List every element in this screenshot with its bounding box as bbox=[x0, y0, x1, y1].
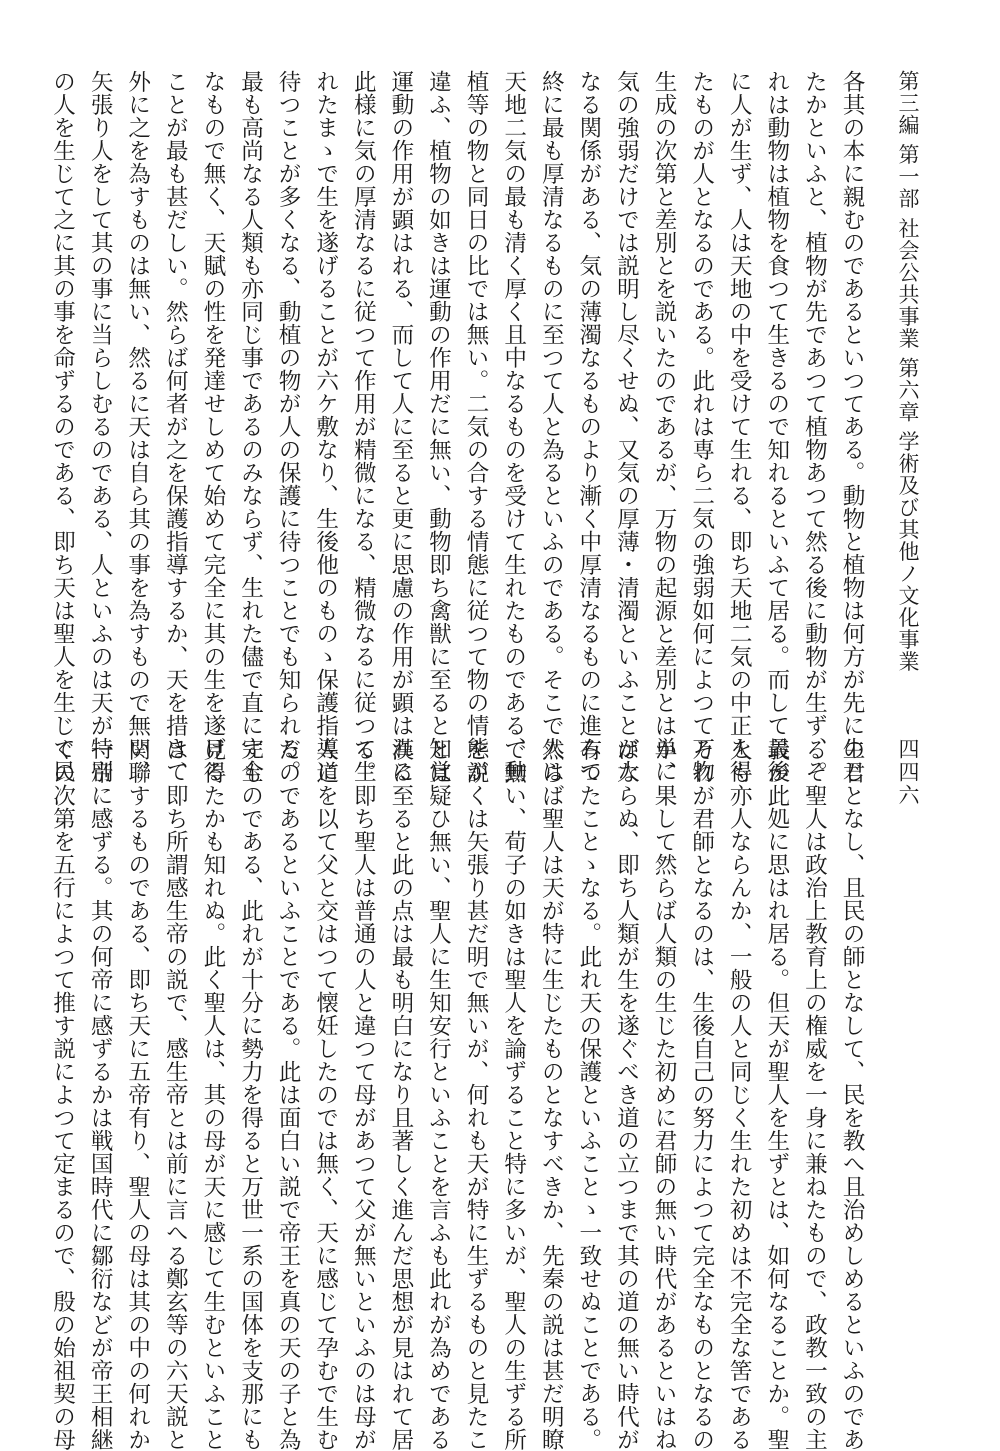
text-line: ばならぬ、即ち人類が生を遂ぐべき道の立つまで其の道の無い時代が bbox=[613, 738, 640, 1451]
text-line: 外に之を為すものは無い、然るに天は自ら其の事を為すもので無い、 bbox=[124, 70, 151, 783]
text-block-upper bbox=[49, 70, 870, 783]
text-line: 運動の作用が顕はれる、而して人に至ると更に思慮の作用が顕はれる bbox=[387, 70, 414, 783]
text-line: ことが最も甚だしい。然らば何者が之を保護指導するか、天を措きて bbox=[162, 70, 189, 783]
header-section-title: 社会公共事業 bbox=[896, 217, 920, 350]
text-line: 然らば聖人は天が特に生じたものとなすべきか、先秦の説は甚だ明瞭 bbox=[538, 738, 565, 1451]
text-line: 終に最も厚清なるものに至つて人と為るといふのである。そこで人は bbox=[538, 70, 565, 783]
text-line: 待つことが多くなる、動植の物が人の保護に待つことでも知られる。 bbox=[275, 70, 302, 783]
text-line: は、即ち所謂感生帝の説で、感生帝とは前に言へる鄭玄等の六天説と bbox=[162, 738, 189, 1451]
text-line: 義が此処に思はれ居る。但天が聖人を生ずとは、如何なることか。聖 bbox=[763, 738, 790, 1451]
text-line: たかといふと、植物が先であつて植物あつて然る後に動物が生ず、そ bbox=[801, 70, 828, 783]
text-line: それが君師となるのは、生後自己の努力によつて完全なものとなるの bbox=[688, 738, 715, 1451]
text-line: たものが人となるのである。此れは専ら二気の強弱如何によつて万物 bbox=[688, 70, 715, 783]
text-line: なもので無く、天賦の性を発達せしめて始めて完全に其の生を遂げる bbox=[199, 70, 226, 783]
text-line: 各其の本に親むのであるといつてある。動物と植物は何方が先に生じ bbox=[839, 70, 865, 783]
text-line: 見得たかも知れぬ。此く聖人は、其の母が天に感じて生むといふこと bbox=[199, 738, 226, 1451]
text-line: 此様に気の厚清なるに従つて作用が精微になる、精微なるに従つて生 bbox=[350, 70, 377, 783]
text-line: 矢張り人をして其の事に当らしむるのである、人といふのは天が特別 bbox=[87, 70, 114, 783]
text-block-lower bbox=[49, 738, 870, 1451]
text-line: 一帝に感ずる。其の何帝に感ずるかは戦国時代に鄒衍などが帝王相継 bbox=[87, 738, 114, 1451]
text-line: 植等の物と同日の比では無い。二気の合する情態に従つて物の情態が bbox=[463, 70, 490, 783]
text-line: 漢に至ると此の点は最も明白になり且著しく進んだ思想が見はれて居 bbox=[387, 738, 414, 1451]
text-line: に人が生ず、人は天地の中を受けて生れる、即ち天地二気の中正を得 bbox=[726, 70, 753, 783]
text-line: 関聯するものである、即ち天に五帝有り、聖人の母は其の中の何れか bbox=[124, 738, 151, 1451]
text-line: れは動物は植物を食つて生きるので知れるといふて居る。而して最後 bbox=[763, 70, 790, 783]
text-line: る。聖人は政治上教育上の権威を一身に兼ねたもので、政教一致の主 bbox=[801, 738, 828, 1451]
text-line: 人道を以て父と交はつて懐妊したのでは無く、天に感じて孕むで生む bbox=[312, 738, 339, 1451]
text-line: 気の強弱だけでは説明し尽くせぬ、又気の厚薄・清濁といふことが大 bbox=[613, 70, 640, 783]
text-line: の人を生じて之に其の事を命ずるのである、即ち天は聖人を生じて民 bbox=[49, 70, 76, 783]
header-chapter: 第六章 bbox=[896, 357, 920, 424]
text-line: の君となし、且民の師となして、民を教へ且治めしめるといふのであ bbox=[839, 738, 865, 1451]
text-line: 最も高尚なる人類も亦同じ事であるのみならず、生れた儘で直に完全 bbox=[237, 70, 264, 783]
text-line: ぐの次第を五行によつて推す説によつて定まるので、殷の始祖契の母 bbox=[49, 738, 76, 1451]
text-line: 人も亦人ならんか、一般の人と同じく生れた初めは不完全な筈である bbox=[726, 738, 753, 1451]
text-line: だのであるといふことである。此は面白い説で帝王を真の天の子と為 bbox=[275, 738, 302, 1451]
text-line: とは疑ひ無い、聖人に生知安行といふことを言ふも此れが為めである bbox=[425, 738, 452, 1451]
text-line: を説くは矢張り甚だ明で無いが、何れも天が特に生ずるものと見たこ bbox=[463, 738, 490, 1451]
text-line: か、果して然らば人類の生じた初めに君師の無い時代があるといはね bbox=[651, 738, 678, 1451]
text-line: すものである、此れが十分に勢力を得ると万世一系の国体を支那にも bbox=[237, 738, 264, 1451]
page-number: 四四六 bbox=[896, 738, 920, 807]
running-header bbox=[888, 70, 928, 710]
text-line: れたまゝで生を遂げることが六ケ敷なり、生後他のものゝ保護指導に bbox=[312, 70, 339, 783]
text-line: 生成の次第と差別とを説いたのであるが、万物の起源と差別とは単に bbox=[651, 70, 678, 783]
header-section: 第一部 bbox=[896, 143, 920, 210]
text-line: なる関係がある、気の薄濁なるものより漸く中厚清なるものに進みて bbox=[575, 70, 602, 783]
text-line: 違ふ、植物の如きは運動の作用だに無い、動物即ち禽獣に至ると知覚 bbox=[425, 70, 452, 783]
text-line: る。即ち聖人は普通の人と違つて母があつて父が無いといふのは母が bbox=[350, 738, 377, 1451]
text-line: 有つたことゝなる。此れ天の保護といふことゝ一致せぬことである。 bbox=[575, 738, 602, 1451]
text-line: で無い、荀子の如きは聖人を論ずること特に多いが、聖人の生ずる所 bbox=[500, 738, 527, 1451]
header-part: 第三編 bbox=[896, 70, 920, 136]
header-chapter-title: 学術及び其他ノ文化事業 bbox=[896, 430, 920, 673]
text-line: 天地二気の最も清く厚く且中なるものを受けて生れたものである、動 bbox=[500, 70, 527, 783]
